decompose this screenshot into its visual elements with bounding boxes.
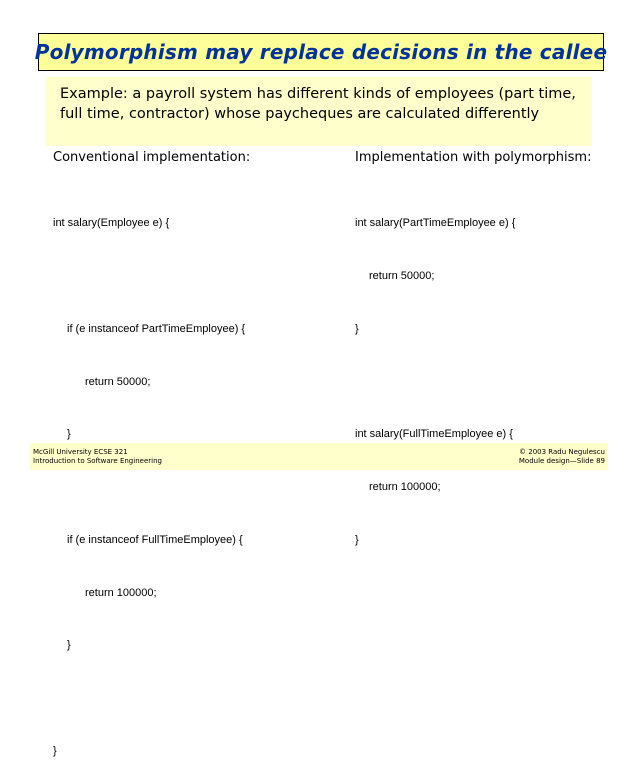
slide-title-box <box>34 33 608 71</box>
code-line <box>355 374 515 392</box>
code-line: int salary(FullTimeEmployee e) { <box>355 428 513 441</box>
polymorphism-code-block <box>355 180 515 567</box>
code-line: int salary(Employee e) { <box>53 217 170 230</box>
code-line: } <box>67 639 71 652</box>
footer-copyright: © 2003 Radu Negulescu <box>519 448 605 456</box>
footer-course-info <box>33 448 162 466</box>
slide-title: Polymorphism may replace decisions in the callee <box>34 40 608 64</box>
code-line <box>53 268 245 286</box>
code-line: return 50000; <box>85 375 151 388</box>
footer-slide-info <box>519 448 605 466</box>
code-line: } <box>67 428 71 441</box>
code-line <box>53 479 245 497</box>
footer-slide-number: Module design—Slide 89 <box>518 457 605 465</box>
conventional-heading: Conventional implementation: <box>53 150 251 165</box>
code-line: return 100000; <box>85 586 157 599</box>
code-line: if (e instanceof FullTimeEmployee) { <box>67 533 243 546</box>
conventional-code-block <box>53 180 245 778</box>
footer-course: Introduction to Software Engineering <box>33 457 162 465</box>
polymorphism-heading: Implementation with polymorphism: <box>355 150 592 165</box>
code-line <box>53 690 245 708</box>
code-line: return 50000; <box>369 269 435 282</box>
example-box <box>46 77 592 146</box>
code-line: } <box>355 322 359 335</box>
example-line-1: Example: a payroll system has different kinds of employees (part time, <box>60 86 576 102</box>
footer-university: McGill University ECSE 321 <box>33 448 128 456</box>
code-line: int salary(PartTimeEmployee e) { <box>355 217 516 230</box>
code-line: if (e instanceof PartTimeEmployee) { <box>67 322 246 335</box>
code-line: } <box>355 533 359 546</box>
code-line: return 100000; <box>369 481 441 494</box>
slide-footer <box>30 443 608 470</box>
example-line-2: full time, contractor) whose paycheques are calculated differently <box>60 106 540 122</box>
code-line: } <box>53 745 57 757</box>
